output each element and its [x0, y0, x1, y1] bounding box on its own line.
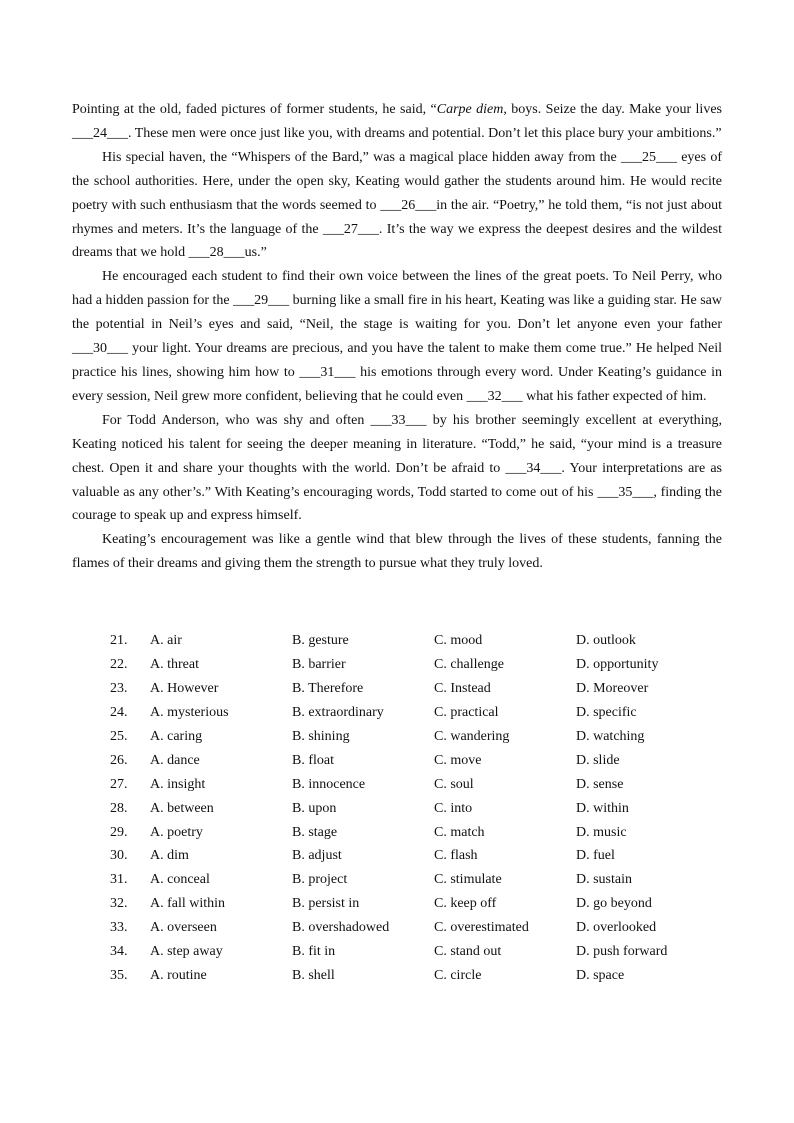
option-d: D. specific [576, 704, 637, 720]
option-c: C. practical [434, 704, 499, 720]
option-a: A. mysterious [150, 704, 229, 720]
option-b: B. shell [292, 968, 335, 984]
option-b: B. fit in [292, 944, 336, 960]
option-b: B. innocence [292, 776, 366, 792]
question-number: 22. [110, 656, 128, 672]
option-d: D. sense [576, 776, 624, 792]
option-b: B. Therefore [292, 680, 364, 696]
question-number: 32. [110, 896, 128, 912]
question-row [72, 964, 722, 988]
paragraph-1-start: Pointing at the old, faded pictures of former students, he said, “ [72, 102, 437, 117]
option-d: D. outlook [576, 633, 636, 648]
option-c: C. overestimated [434, 920, 529, 936]
option-d: D. sustain [576, 872, 632, 888]
question-row [72, 653, 722, 677]
question-row [72, 868, 722, 892]
paragraph-5: Keating’s encouragement was like a gentle wind that blew through the lives of these students, fanning the flames of their dreams and giving them the strength to pursue what they truly loved. [72, 532, 722, 572]
option-a: A. caring [150, 728, 203, 744]
option-c: C. mood [434, 633, 483, 648]
question-row [72, 725, 722, 749]
option-a: A. air [150, 633, 182, 648]
option-a: A. fall within [150, 896, 226, 912]
paragraph-2: His special haven, the “Whispers of the Bard,” was a magical place hidden away from the ___25___ eyes of the school authorities. Here, under the open sky, Keating would gather the students around him. He would recite poetry with such enthusiasm that the words seemed to ___26___in the air. “Poetry,” he told them, “is not just about rhymes and meters. It’s the language of the ___27___. It’s the way we express the deepest desires and the wildest dreams that we hold ___28___us.” [72, 149, 722, 261]
question-row [72, 701, 722, 725]
question-row [72, 677, 722, 701]
option-a: A. However [150, 680, 219, 696]
question-row [72, 892, 722, 916]
question-row [72, 773, 722, 797]
option-d: D. watching [576, 728, 645, 744]
option-d: D. overlooked [576, 920, 657, 936]
option-c: C. flash [434, 848, 478, 864]
option-c: C. move [434, 752, 482, 768]
question-number: 21. [110, 633, 128, 648]
question-row [72, 821, 722, 845]
paragraph-1 [72, 98, 722, 146]
question-number: 30. [110, 848, 128, 864]
question-row [72, 749, 722, 773]
option-d: D. opportunity [576, 656, 659, 672]
option-d: D. push forward [576, 944, 668, 960]
option-b: B. shining [292, 728, 350, 744]
option-a: A. dance [150, 752, 200, 768]
question-number: 31. [110, 872, 128, 888]
option-d: D. fuel [576, 848, 615, 864]
passage [72, 98, 722, 576]
option-c: C. challenge [434, 656, 504, 672]
option-d: D. go beyond [576, 896, 652, 912]
option-b: B. adjust [292, 848, 342, 864]
question-number: 24. [110, 704, 128, 720]
option-c: C. match [434, 824, 485, 840]
question-row [72, 797, 722, 821]
option-d: D. Moreover [576, 680, 649, 696]
option-a: A. routine [150, 968, 207, 984]
option-a: A. threat [150, 656, 199, 672]
option-a: A. conceal [150, 872, 210, 888]
question-number: 29. [110, 824, 128, 840]
option-c: C. into [434, 800, 473, 816]
paragraph-3: He encouraged each student to find their own voice between the lines of the great poets. To Neil Perry, who had a hidden passion for the ___29___ burning like a small fire in his heart, Keating was like a guiding star. He saw the potential in Neil’s eyes and said, “Neil, the stage is waiting for you. Don’t let anyone even your father ___30___ your light. Your dreams are precious, and you have the talent to make them come true.” He helped Neil practice his lines, showing him how to ___31___ his emotions through every word. Under Keating’s guidance in every session, Neil grew more confident, believing that he could even ___32___ what his father expected of him. [72, 269, 722, 404]
option-d: D. music [576, 824, 627, 840]
option-b: B. upon [292, 800, 337, 816]
option-b: B. gesture [292, 633, 349, 648]
question-row [72, 844, 722, 868]
option-c: C. Instead [434, 680, 491, 696]
option-c: C. wandering [434, 728, 510, 744]
carpe-diem-italic: Carpe diem [436, 102, 504, 117]
option-c: C. soul [434, 776, 474, 792]
option-d: D. slide [576, 752, 620, 768]
option-a: A. overseen [150, 920, 217, 936]
option-a: A. between [150, 800, 214, 816]
option-c: C. stimulate [434, 872, 502, 888]
question-number: 34. [110, 944, 128, 960]
question-number: 33. [110, 920, 128, 936]
option-d: D. within [576, 800, 629, 816]
question-number: 35. [110, 968, 128, 984]
option-c: C. circle [434, 968, 482, 984]
question-number: 25. [110, 728, 128, 744]
option-a: A. poetry [150, 824, 203, 840]
option-c: C. keep off [434, 896, 497, 912]
option-c: C. stand out [434, 944, 502, 960]
option-a: A. step away [150, 944, 223, 960]
question-row [72, 940, 722, 964]
question-number: 28. [110, 800, 128, 816]
question-row [72, 916, 722, 940]
option-b: B. project [292, 872, 348, 888]
option-b: B. float [292, 752, 334, 768]
option-b: B. barrier [292, 656, 346, 672]
option-a: A. insight [150, 776, 206, 792]
paragraph-4: For Todd Anderson, who was shy and often ___33___ by his brother seemingly excellent at everything, Keating noticed his talent for seeing the deeper meaning in literature. “Todd,” he said, “your mind is a treasure chest. Open it and share your thoughts with the world. Don’t be afraid to ___34___. Your interpretations are as valuable as any other’s.” With Keating’s encouraging words, Todd started to come out of his ___35___, finding the courage to speak up and express himself. [72, 412, 722, 524]
option-b: B. overshadowed [292, 920, 390, 936]
question-row [72, 629, 722, 653]
options-list [72, 629, 722, 988]
option-a: A. dim [150, 848, 189, 864]
option-b: B. persist in [292, 896, 360, 912]
option-b: B. extraordinary [292, 704, 384, 720]
question-number: 27. [110, 776, 128, 792]
option-b: B. stage [292, 824, 338, 840]
question-number: 23. [110, 680, 128, 696]
question-number: 26. [110, 752, 128, 768]
paragraph-1-end: , boys. Seize the day. Make your lives ___24___. These men were once just like you, with dreams and potential. Don’t let this place bury your ambitions.” [72, 102, 722, 141]
option-d: D. space [576, 968, 625, 984]
